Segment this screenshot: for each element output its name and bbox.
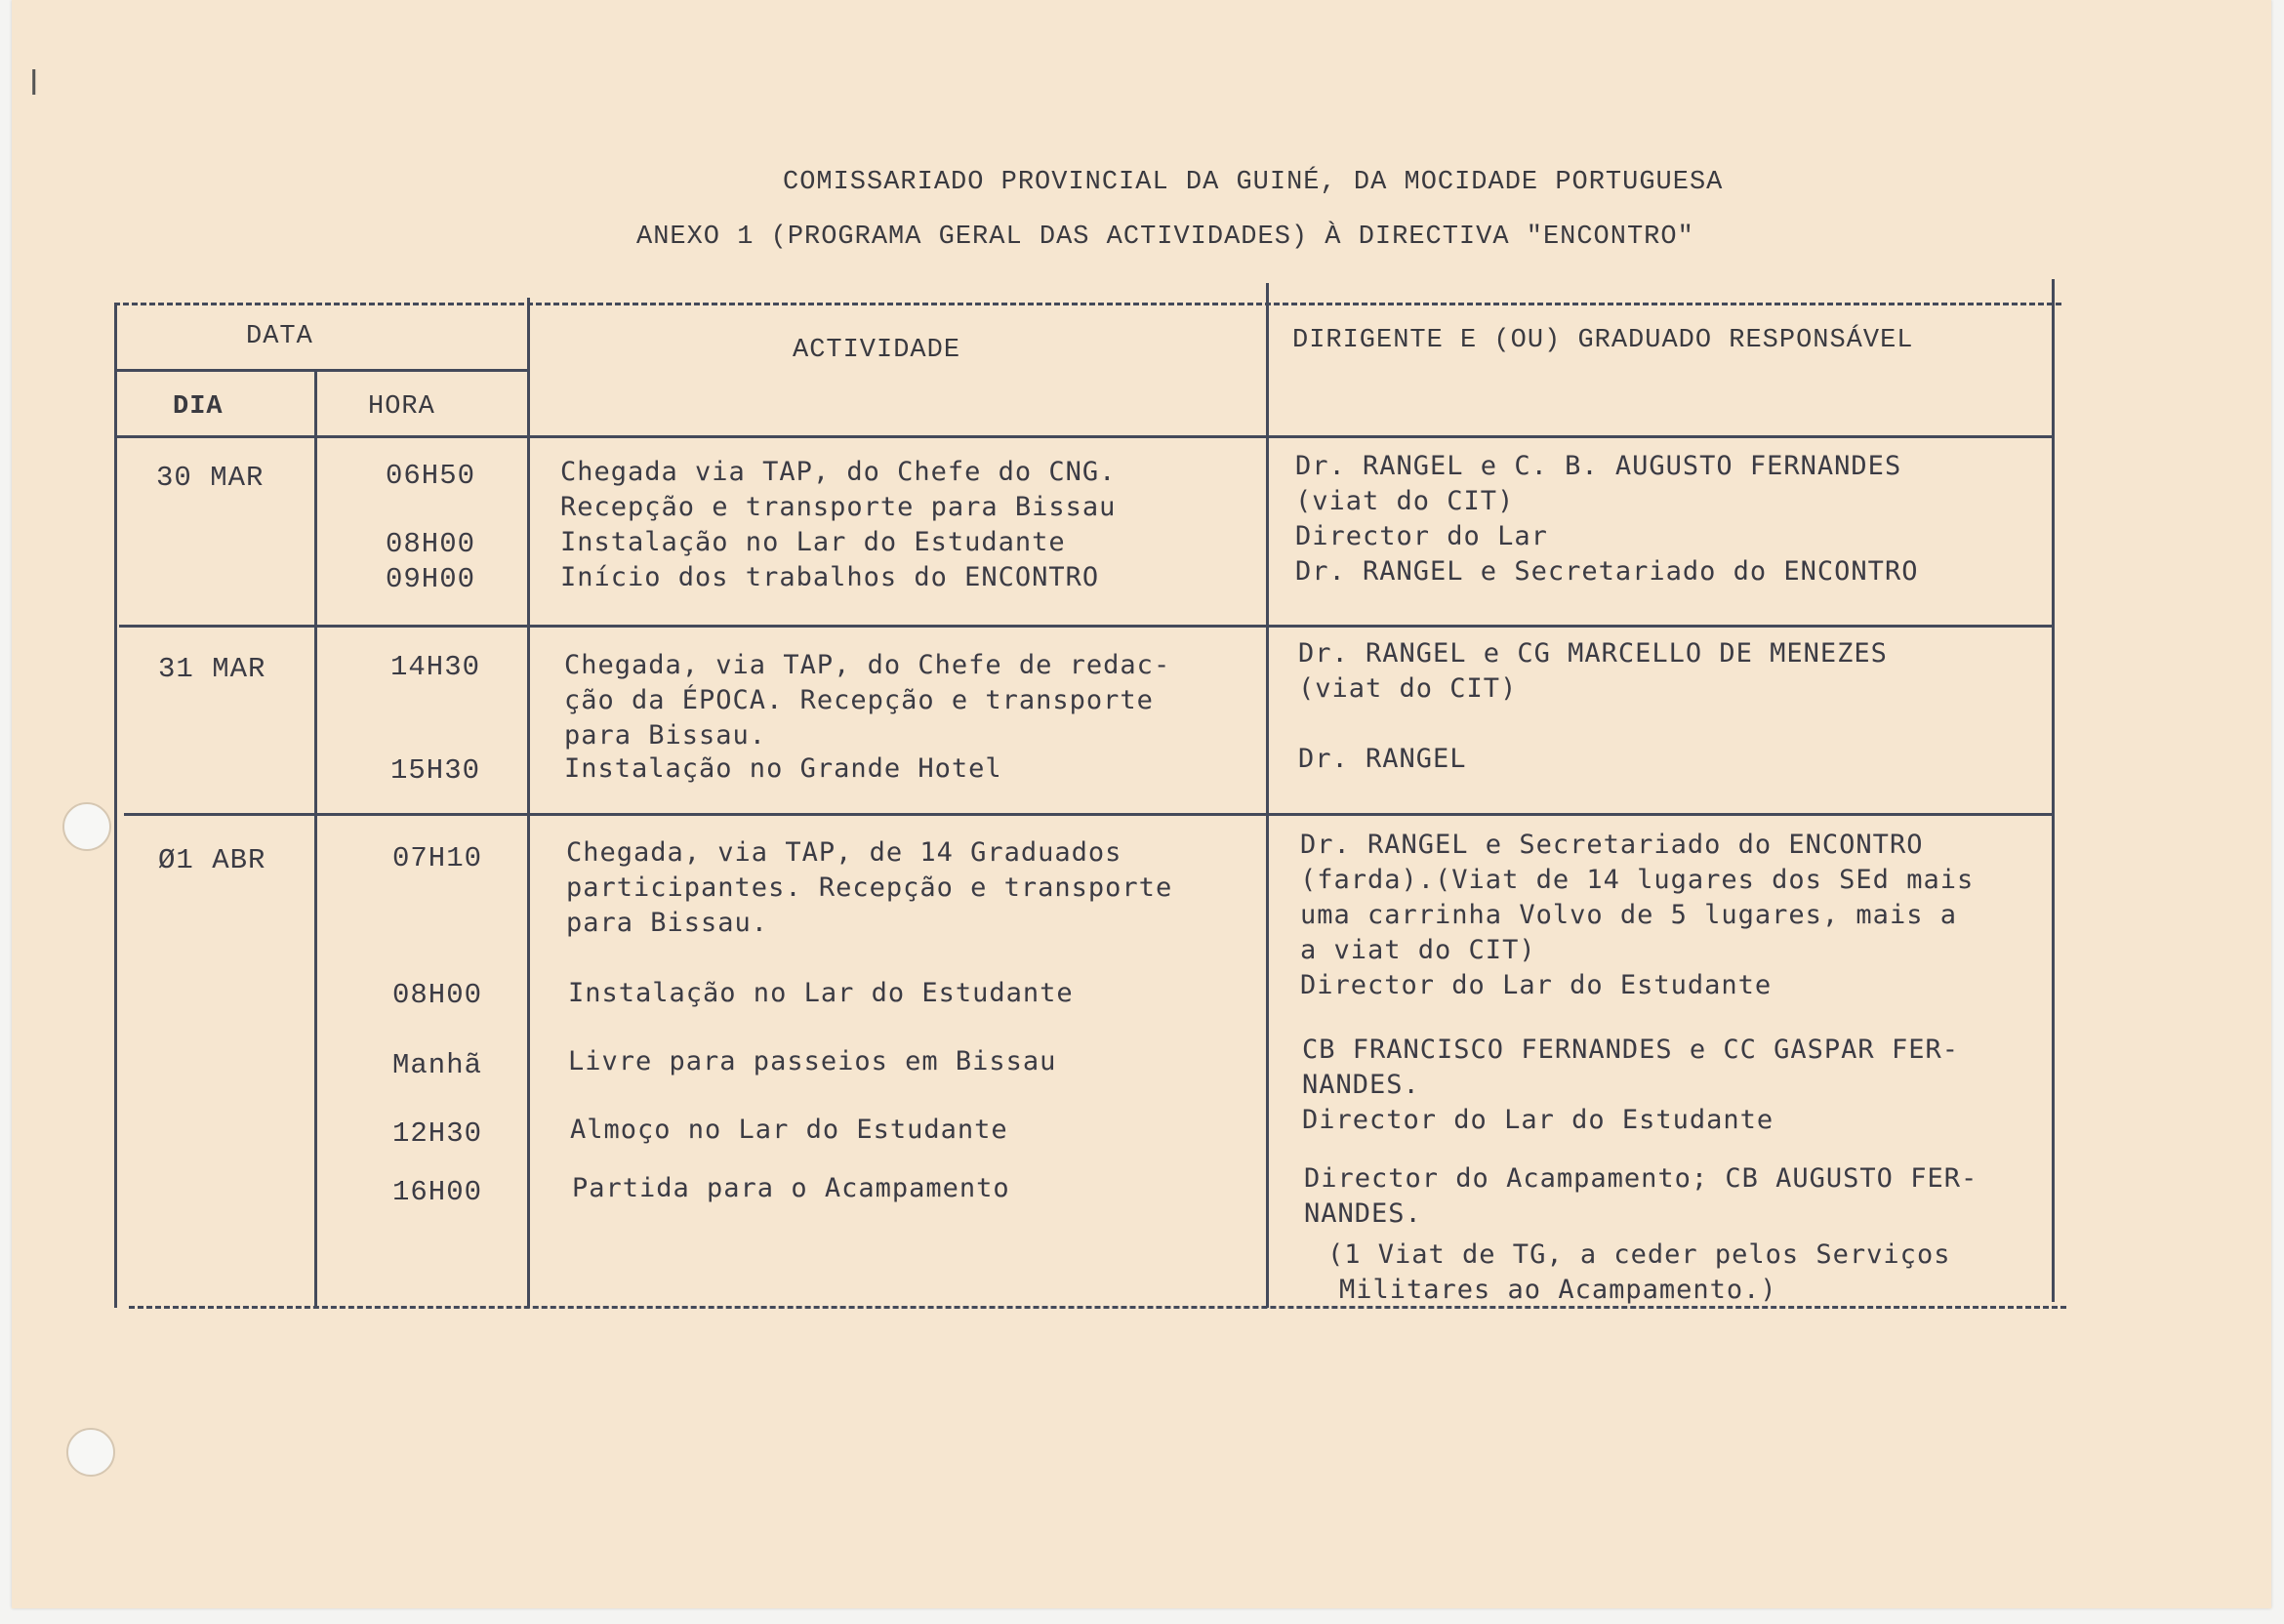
- activity-line: Instalação no Lar do Estudante: [568, 978, 1074, 1008]
- activity-line: Início dos trabalhos do ENCONTRO: [560, 562, 1100, 592]
- activity-line: Chegada, via TAP, de 14 Graduados: [566, 837, 1122, 868]
- table-border-right: [2052, 279, 2055, 1302]
- responsible-line: Dr. RANGEL: [1298, 744, 1467, 774]
- activity-line: Almoço no Lar do Estudante: [570, 1115, 1008, 1145]
- document-title: COMISSARIADO PROVINCIAL DA GUINÉ, DA MOCIDADE PORTUGUESA: [783, 168, 1724, 197]
- document-subtitle: ANEXO 1 (PROGRAMA GERAL DAS ACTIVIDADES) À DIRECTIVA "ENCONTRO": [636, 223, 1694, 252]
- column-divider-dia-hora: [314, 371, 317, 1308]
- row-time: 09H00: [386, 563, 476, 595]
- row-divider: [119, 625, 2052, 628]
- activity-line: para Bissau.: [564, 720, 767, 751]
- column-header-responsavel: DIRIGENTE E (OU) GRADUADO RESPONSÁVEL: [1292, 326, 1914, 355]
- activity-line: ção da ÉPOCA. Recepção e transporte: [564, 685, 1154, 715]
- responsible-line: Militares ao Acampamento.): [1339, 1275, 1777, 1305]
- responsible-line: (farda).(Viat de 14 lugares dos SEd mais: [1300, 865, 1975, 895]
- row-time: 06H50: [386, 460, 476, 492]
- edge-mark: ⅼ: [29, 64, 39, 103]
- row-time: 08H00: [392, 979, 483, 1011]
- responsible-line: Dr. RANGEL e C. B. AUGUSTO FERNANDES: [1295, 451, 1902, 481]
- activity-line: Partida para o Acampamento: [572, 1173, 1010, 1203]
- row-time: 14H30: [390, 651, 481, 683]
- column-header-hora: HORA: [368, 392, 435, 422]
- header-divider-data: [114, 369, 529, 372]
- header-bottom-line: [114, 435, 2052, 438]
- row-time: 15H30: [390, 754, 481, 787]
- responsible-line: NANDES.: [1302, 1070, 1420, 1100]
- activity-line: Instalação no Grande Hotel: [564, 753, 1002, 784]
- row-time: 12H30: [392, 1117, 483, 1150]
- responsible-line: Dr. RANGEL e CG MARCELLO DE MENEZES: [1298, 638, 1888, 669]
- row-day: 30 MAR: [156, 462, 265, 494]
- column-header-data: DATA: [246, 322, 313, 351]
- punch-hole: [66, 1428, 115, 1477]
- document-sheet: [12, 0, 2271, 1608]
- responsible-line: Dr. RANGEL e Secretariado do ENCONTRO: [1295, 556, 1919, 587]
- column-header-dia: DIA: [173, 392, 224, 422]
- responsible-line: (viat do CIT): [1295, 486, 1515, 516]
- responsible-line: Director do Lar do Estudante: [1302, 1105, 1774, 1135]
- activity-line: para Bissau.: [566, 908, 769, 938]
- responsible-line: NANDES.: [1304, 1198, 1422, 1229]
- activity-line: Instalação no Lar do Estudante: [560, 527, 1066, 557]
- row-time: Manhã: [392, 1049, 483, 1081]
- table-border-left: [114, 304, 117, 1308]
- row-divider: [124, 813, 2052, 816]
- activity-line: Livre para passeios em Bissau: [568, 1046, 1057, 1076]
- activity-line: Recepção e transporte para Bissau: [560, 492, 1117, 522]
- responsible-line: (viat do CIT): [1298, 673, 1518, 704]
- table-top-rule: [114, 303, 2061, 305]
- column-divider-hora-actividade: [527, 298, 530, 1308]
- responsible-line: Director do Lar do Estudante: [1300, 970, 1773, 1000]
- row-time: 16H00: [392, 1176, 483, 1208]
- row-time: 08H00: [386, 528, 476, 560]
- activity-line: Chegada via TAP, do Chefe do CNG.: [560, 457, 1117, 487]
- row-time: 07H10: [392, 842, 483, 874]
- row-day: Ø1 ABR: [158, 844, 266, 876]
- punch-hole: [62, 802, 111, 851]
- responsible-line: Director do Acampamento; CB AUGUSTO FER-: [1304, 1163, 1978, 1194]
- responsible-line: CB FRANCISCO FERNANDES e CC GASPAR FER-: [1302, 1035, 1959, 1065]
- responsible-line: (1 Viat de TG, a ceder pelos Serviços: [1327, 1239, 1951, 1270]
- activity-line: Chegada, via TAP, do Chefe de redac-: [564, 650, 1171, 680]
- responsible-line: uma carrinha Volvo de 5 lugares, mais a: [1300, 900, 1957, 930]
- responsible-line: Director do Lar: [1295, 521, 1548, 551]
- activity-line: participantes. Recepção e transporte: [566, 873, 1173, 903]
- row-day: 31 MAR: [158, 653, 266, 685]
- responsible-line: a viat do CIT): [1300, 935, 1536, 965]
- responsible-line: Dr. RANGEL e Secretariado do ENCONTRO: [1300, 830, 1924, 860]
- column-header-actividade: ACTIVIDADE: [793, 336, 961, 365]
